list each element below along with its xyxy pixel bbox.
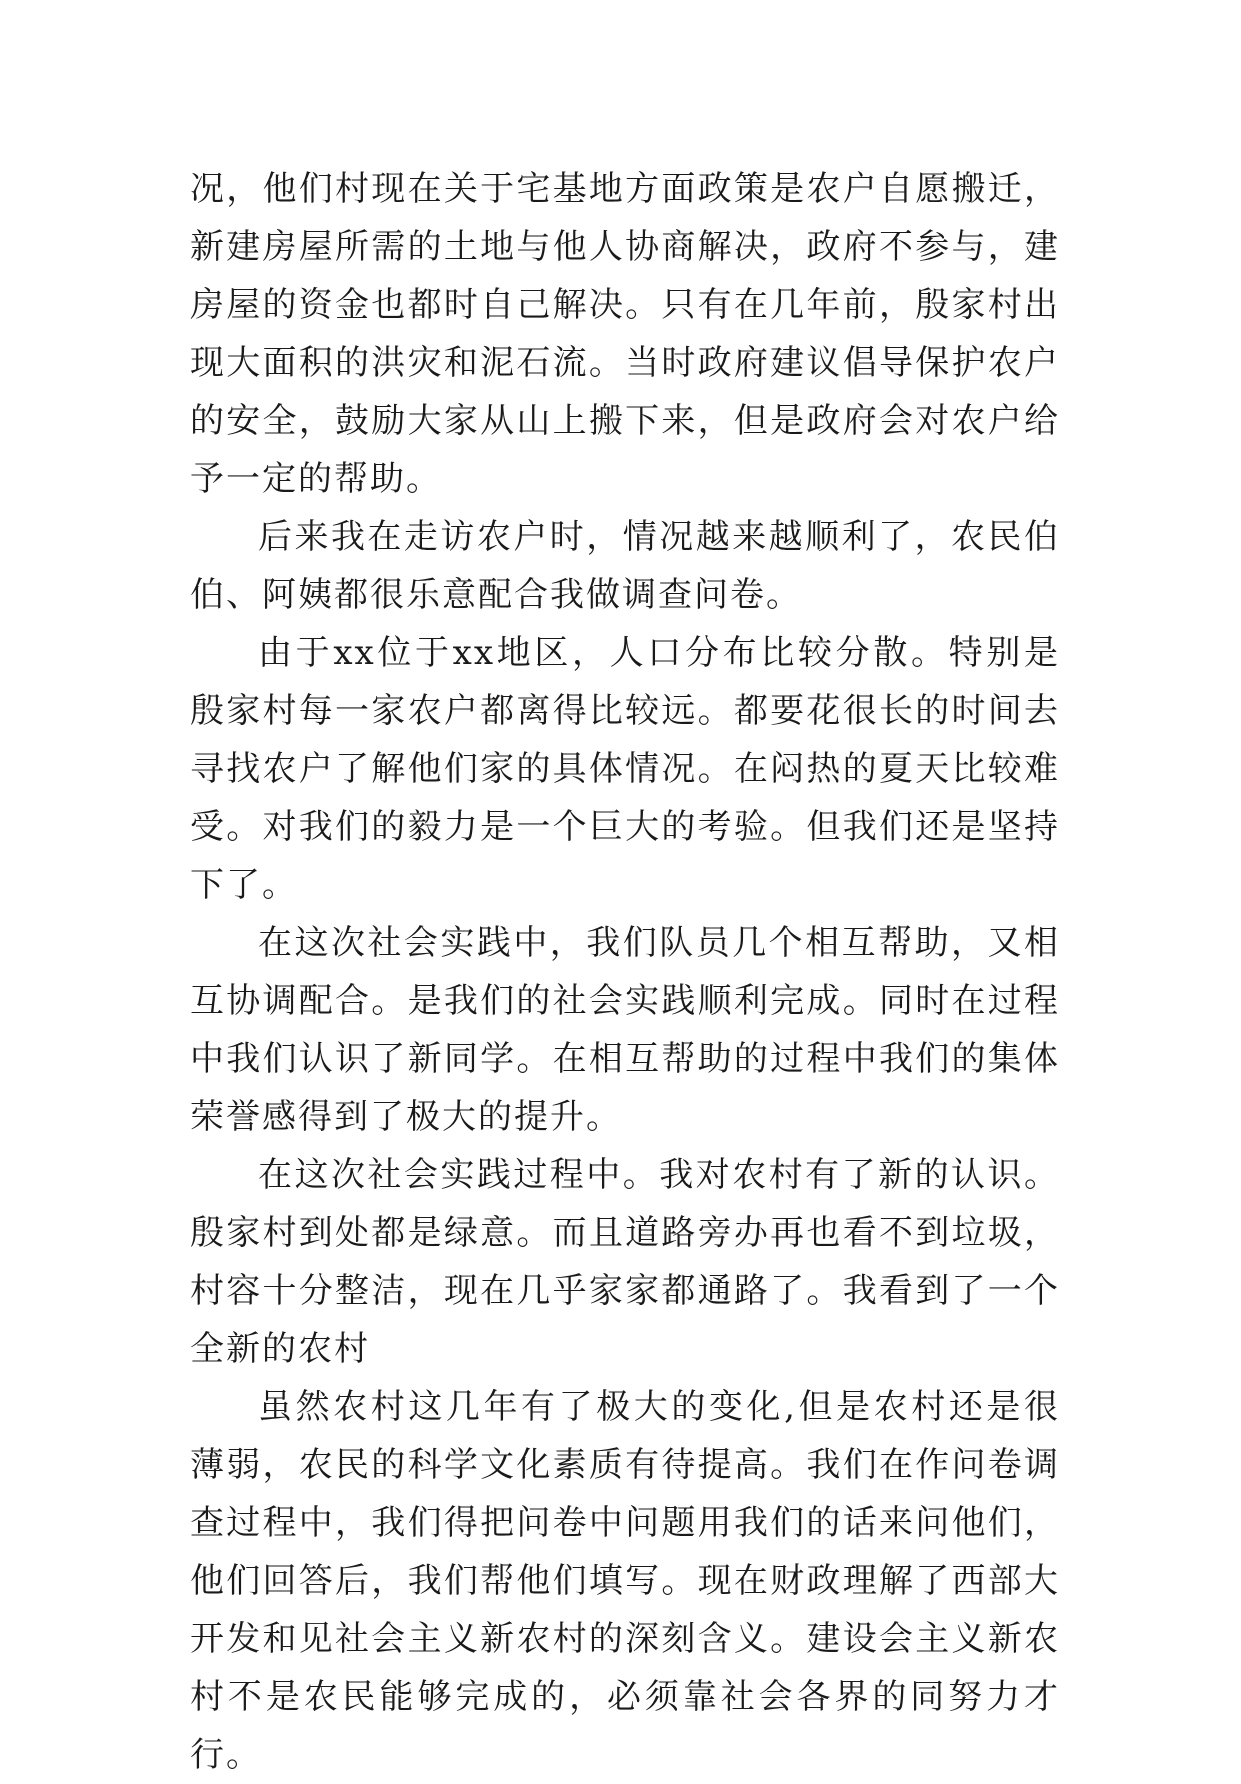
paragraph-continuation: 况，他们村现在关于宅基地方面政策是农户自愿搬迁，新建房屋所需的土地与他人协商解决，政府不参与，建房屋的资金也都时自己解决。只有在几年前，殷家村出现大面积的洪灾和泥石流。当时政府建议倡导保护农户的安全，鼓励大家从山上搬下来，但是政府会对农户给予一定的帮助。 [190,169,1060,499]
document-body [190,160,1060,1784]
paragraph-conclusion: 虽然农村这几年有了极大的变化,但是农村还是很薄弱，农民的科学文化素质有待提高。我们在作问卷调查过程中，我们得把问卷中问题用我们的话来问他们，他们回答后，我们帮他们填写。现在财政理解了西部大开发和见社会主义新农村的深刻含义。建设会主义新农村不是农民能够完成的，必须靠社会各界的同努力才行。 [190,1387,1060,1775]
paragraph-new-countryside: 在这次社会实践过程中。我对农村有了新的认识。殷家村到处都是绿意。而且道路旁办再也看不到垃圾，村容十分整洁，现在几乎家家都通路了。我看到了一个全新的农村 [190,1155,1060,1369]
paragraph-teamwork: 在这次社会实践中，我们队员几个相互帮助，又相互协调配合。是我们的社会实践顺利完成。同时在过程中我们认识了新同学。在相互帮助的过程中我们的集体荣誉感得到了极大的提升。 [190,923,1060,1137]
paragraph-population-distribution: 由于xx位于xx地区，人口分布比较分散。特别是殷家村每一家农户都离得比较远。都要花很长的时间去寻找农户了解他们家的具体情况。在闷热的夏天比较难受。对我们的毅力是一个巨大的考验。但我们还是坚持下了。 [190,633,1060,905]
paragraph-visiting-farmers: 后来我在走访农户时，情况越来越顺利了，农民伯伯、阿姨都很乐意配合我做调查问卷。 [190,517,1060,615]
